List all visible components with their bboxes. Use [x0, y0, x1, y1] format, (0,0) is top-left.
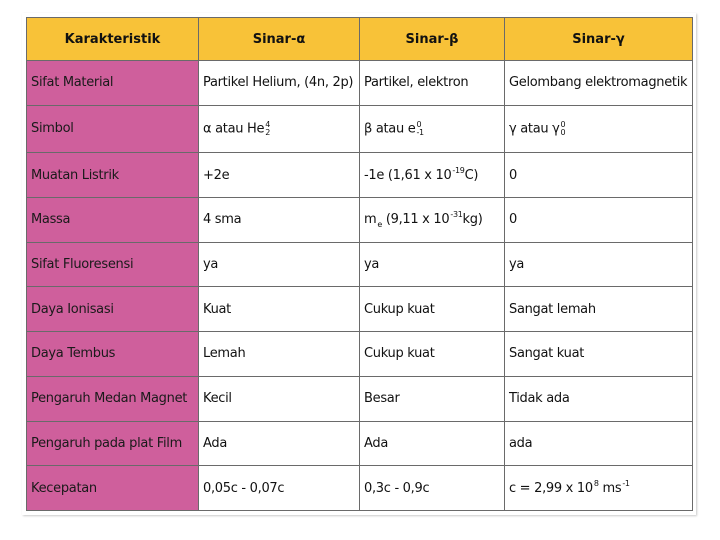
- atomic-number: 2: [265, 127, 270, 137]
- cell-beta: Besar: [360, 376, 505, 421]
- nuclide-indices: [265, 121, 270, 137]
- cell-gamma: 0: [505, 197, 693, 242]
- table-row: [27, 376, 693, 421]
- symbol-text: β atau e: [364, 121, 416, 137]
- symbol-text: γ atau γ: [509, 121, 560, 137]
- row-label: Daya Ionisasi: [27, 287, 199, 332]
- cell-beta: [360, 153, 505, 198]
- row-label: Kecepatan: [27, 466, 199, 511]
- cell-alpha: ya: [199, 242, 360, 287]
- mass-number: 0: [560, 119, 566, 129]
- unit-text: ms: [598, 480, 622, 496]
- atomic-number: 0: [560, 127, 566, 137]
- cell-alpha: [199, 105, 360, 153]
- symbol-text: α atau He: [203, 121, 265, 137]
- cell-beta: ya: [360, 242, 505, 287]
- mass-number: 0: [416, 119, 422, 129]
- cell-beta: Partikel, elektron: [360, 61, 505, 106]
- cell-gamma: Gelombang elektromagnetik: [505, 61, 693, 106]
- table-header-row: [27, 18, 693, 61]
- cell-alpha: Kuat: [199, 287, 360, 332]
- row-label: Daya Tembus: [27, 332, 199, 377]
- cell-beta: Cukup kuat: [360, 332, 505, 377]
- cell-gamma: Sangat lemah: [505, 287, 693, 332]
- unit-text: kg): [462, 212, 483, 228]
- cell-alpha: 4 sma: [199, 197, 360, 242]
- radiation-comparison-table: [26, 17, 693, 511]
- row-label: Pengaruh Medan Magnet: [27, 376, 199, 421]
- atomic-number: -1: [416, 127, 424, 137]
- cell-beta: 0,3c - 0,9c: [360, 466, 505, 511]
- cell-alpha: Lemah: [199, 332, 360, 377]
- cell-beta: [360, 197, 505, 242]
- cell-beta: Ada: [360, 421, 505, 466]
- value-text: -1e (1,61 x 10: [364, 167, 452, 183]
- cell-gamma: ya: [505, 242, 693, 287]
- header-karakteristik: Karakteristik: [27, 18, 199, 61]
- cell-alpha: Partikel Helium, (4n, 2p): [199, 61, 360, 106]
- exponent: -19: [452, 165, 465, 175]
- cell-alpha: 0,05c - 0,07c: [199, 466, 360, 511]
- cell-gamma: Sangat kuat: [505, 332, 693, 377]
- cell-gamma: ada: [505, 421, 693, 466]
- table-row: [27, 105, 693, 153]
- cell-alpha: Kecil: [199, 376, 360, 421]
- unit-text: C): [464, 167, 479, 183]
- row-label: Sifat Material: [27, 61, 199, 106]
- header-sinar-alpha: Sinar-α: [199, 18, 360, 61]
- header-sinar-gamma: Sinar-γ: [505, 18, 693, 61]
- row-label: Massa: [27, 197, 199, 242]
- cell-gamma: Tidak ada: [505, 376, 693, 421]
- exponent: 8: [593, 478, 599, 488]
- exponent: -1: [622, 478, 630, 488]
- cell-beta: Cukup kuat: [360, 287, 505, 332]
- table-row: [27, 242, 693, 287]
- cell-gamma: 0: [505, 153, 693, 198]
- header-sinar-beta: Sinar-β: [360, 18, 505, 61]
- value-text: c = 2,99 x 10: [509, 480, 593, 496]
- exponent: -31: [450, 210, 463, 220]
- cell-gamma: [505, 105, 693, 153]
- table-row: [27, 332, 693, 377]
- mass-number: 4: [265, 119, 270, 129]
- table-row: [27, 153, 693, 198]
- cell-alpha: +2e: [199, 153, 360, 198]
- cell-alpha: Ada: [199, 421, 360, 466]
- row-label: Pengaruh pada plat Film: [27, 421, 199, 466]
- row-label: Sifat Fluoresensi: [27, 242, 199, 287]
- nuclide-indices: [561, 121, 566, 137]
- row-label: Simbol: [27, 105, 199, 153]
- nuclide-indices: [416, 121, 423, 137]
- document-page: [22, 13, 696, 515]
- table-row: [27, 287, 693, 332]
- table-row: [27, 197, 693, 242]
- value-text: (9,11 x 10: [382, 212, 450, 228]
- cell-gamma: [505, 466, 693, 511]
- table-row: [27, 61, 693, 106]
- value-text: m: [364, 212, 377, 228]
- cell-beta: [360, 105, 505, 153]
- subscript: e: [377, 220, 382, 230]
- table-row: [27, 466, 693, 511]
- table-row: [27, 421, 693, 466]
- row-label: Muatan Listrik: [27, 153, 199, 198]
